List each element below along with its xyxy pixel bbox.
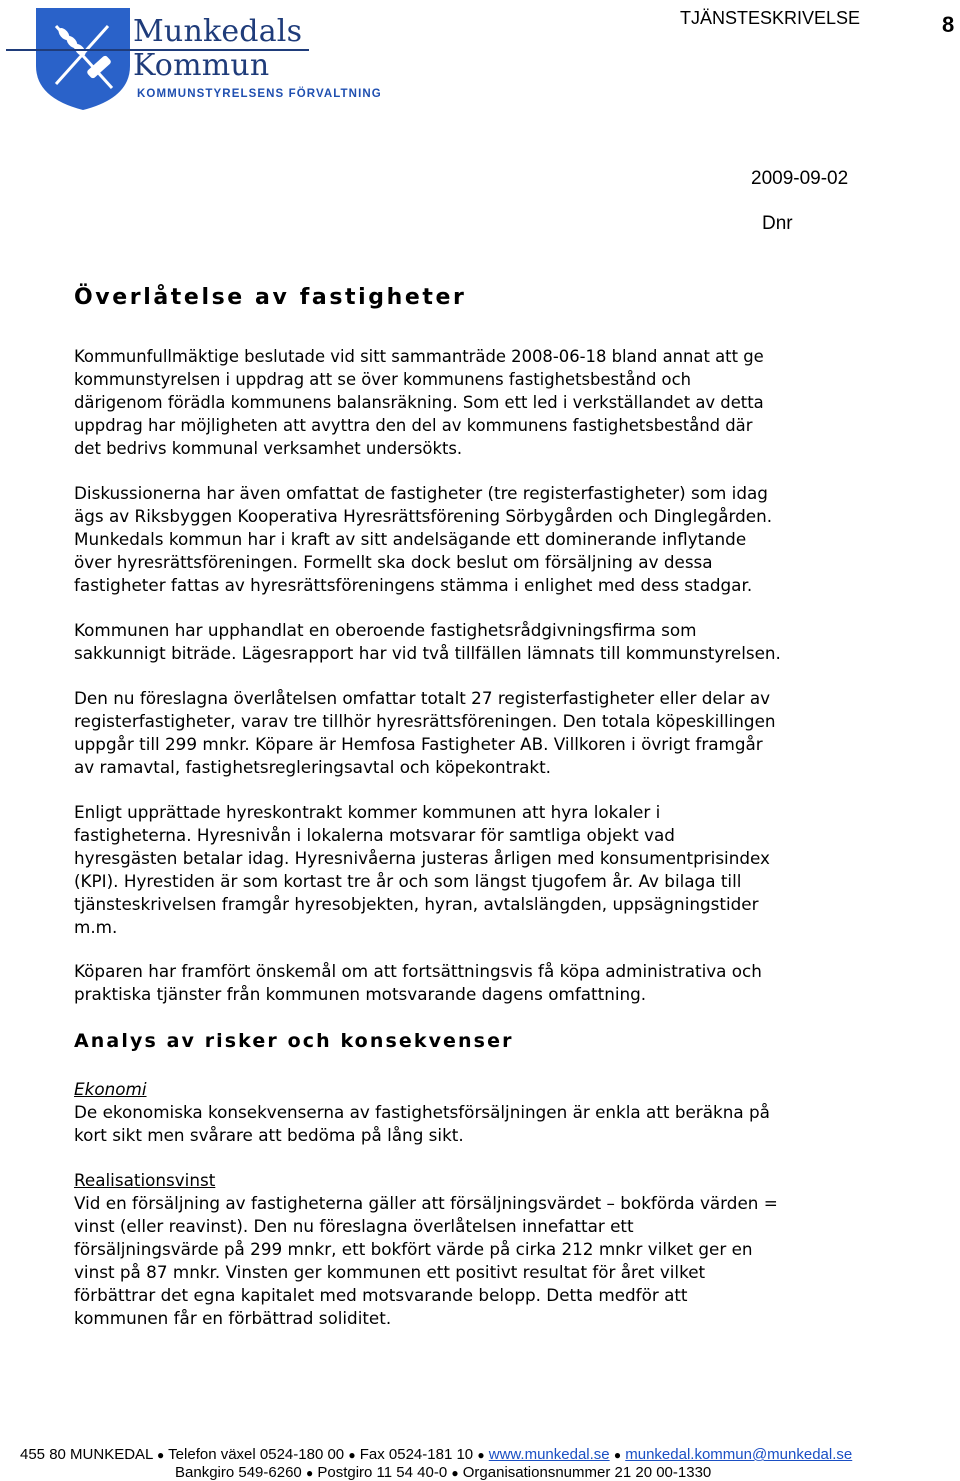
org-name-line2: Kommun	[133, 48, 270, 83]
bullet-icon: ●	[613, 1448, 622, 1462]
paragraph-1	[74, 345, 944, 460]
org-name-line1: Munkedals	[133, 14, 303, 49]
text-line: fastigheterna. Hyresnivån i lokalerna motsvarar för samtliga objekt vad	[74, 825, 675, 845]
text-line: vinst (eller reavinst). Den nu föreslagna överlåtelsen innefattar ett	[74, 1216, 634, 1236]
bullet-icon: ●	[305, 1466, 314, 1480]
footer-address: 455 80 MUNKEDAL	[20, 1446, 153, 1463]
text-line: fastigheter fattas av hyresrättsföreningens stämma i enlighet med dess stadgar.	[74, 575, 753, 595]
text-line: Den nu föreslagna överlåtelsen omfattar totalt 27 registerfastigheter eller delar av	[74, 688, 771, 708]
footer-orgnr: Organisationsnummer 21 20 00-1330	[462, 1464, 712, 1481]
text-line: Köparen har framfört önskemål om att fortsättningsvis få köpa administrativa och	[74, 961, 762, 981]
text-line: hyresgästen betalar idag. Hyresnivåerna justeras årligen med konsumentprisindex	[74, 848, 770, 868]
page-title: Överlåtelse av fastigheter	[74, 285, 467, 310]
text-line: De ekonomiska konsekvenserna av fastighetsförsäljningen är enkla att beräkna på	[74, 1102, 770, 1122]
dnr-label: Dnr	[762, 213, 793, 234]
text-line: det bedrivs kommunal verksamhet undersökts.	[74, 439, 463, 458]
text-line: m.m.	[74, 917, 118, 937]
text-line: Vid en försäljning av fastigheterna gäller att försäljningsvärdet – bokförda värden =	[74, 1193, 778, 1213]
footer-email-link[interactable]: munkedal.kommun@munkedal.se	[625, 1446, 853, 1463]
text-line: sakkunnigt biträde. Lägesrapport har vid två tillfällen lämnats till kommunstyrelsen.	[74, 643, 781, 663]
text-line: därigenom förädla kommunens balansräkning. Som ett led i verkställandet av detta	[74, 393, 764, 412]
text-line: vinst på 87 mnkr. Vinsten ger kommunen ett positivt resultat för året vilket	[74, 1262, 706, 1282]
text-line: registerfastigheter, varav tre tillhör hyresrättsföreningen. Den totala köpeskillingen	[74, 711, 776, 731]
footer-web-link[interactable]: www.munkedal.se	[488, 1446, 610, 1463]
paragraph-5	[74, 801, 944, 939]
bullet-icon: ●	[477, 1448, 485, 1462]
text-line: försäljningsvärde på 299 mnkr, ett bokfört värde på cirka 212 mnkr vilket ger en	[74, 1239, 753, 1259]
text-line: uppdrag har möjligheten att avyttra den del av kommunens fastighetsbestånd där	[74, 416, 753, 435]
text-line: av ramavtal, fastighetsregleringsavtal och köpekontrakt.	[74, 757, 552, 777]
text-line: tjänsteskrivelsen framgår hyresobjekten, hyran, avtalslängden, uppsägningstider	[74, 894, 759, 914]
org-subtitle: KOMMUNSTYRELSENS FÖRVALTNING	[137, 88, 382, 100]
document-type: TJÄNSTESKRIVELSE	[680, 8, 861, 28]
paragraph-3	[74, 619, 944, 665]
text-line: Diskussionerna har även omfattat de fastigheter (tre registerfastigheter) som idag	[74, 483, 768, 503]
bullet-icon: ●	[451, 1466, 459, 1480]
footer-line-2	[175, 1464, 711, 1481]
footer-postgiro: Postgiro 11 54 40-0	[317, 1464, 448, 1481]
text-line: kommunen får en förbättrad soliditet.	[74, 1308, 392, 1328]
paragraph-4	[74, 687, 944, 779]
section-heading: Analys av risker och konsekvenser	[74, 1030, 514, 1052]
text-line: Kommunfullmäktige beslutade vid sitt sammanträde 2008-06-18 bland annat att ge	[74, 347, 764, 366]
realisationsvinst-section	[74, 1169, 944, 1330]
footer-bankgiro: Bankgiro 549-6260	[175, 1464, 302, 1481]
footer-phone: Telefon växel 0524-180 00	[168, 1446, 345, 1463]
ekonomi-section	[74, 1078, 944, 1147]
footer-line-1	[20, 1446, 852, 1463]
text-line: Munkedals kommun har i kraft av sitt andelsägande ett dominerande inflytande	[74, 529, 747, 549]
text-line: (KPI). Hyrestiden är som kortast tre år och som längst tjugofem år. Av bilaga till	[74, 871, 742, 891]
realisationsvinst-subheading: Realisationsvinst	[74, 1170, 216, 1190]
page-number: 8	[942, 12, 955, 37]
text-line: Enligt upprättade hyreskontrakt kommer kommunen att hyra lokaler i	[74, 802, 661, 822]
paragraph-2	[74, 482, 944, 597]
bullet-icon: ●	[157, 1448, 165, 1462]
text-line: uppgår till 299 mnkr. Köpare är Hemfosa Fastigheter AB. Villkoren i övrigt framgår	[74, 734, 763, 754]
text-line: praktiska tjänster från kommunen motsvarande dagens omfattning.	[74, 984, 647, 1004]
text-line: förbättrar det egna kapitalet med motsvarande belopp. Detta medför att	[74, 1285, 688, 1305]
text-line: Kommunen har upphandlat en oberoende fastighetsrådgivningsfirma som	[74, 620, 697, 640]
text-line: över hyresrättsföreningen. Formellt ska dock beslut om försäljning av dessa	[74, 552, 713, 572]
footer-fax: Fax 0524-181 10	[359, 1446, 474, 1463]
text-line: kort sikt men svårare att bedöma på lång sikt.	[74, 1125, 464, 1145]
text-line: kommunstyrelsen i uppdrag att se över kommunens fastighetsbestånd och	[74, 370, 691, 389]
bullet-icon: ●	[348, 1448, 356, 1462]
text-line: ägs av Riksbyggen Kooperativa Hyresrättsförening Sörbygården och Dinglegården.	[74, 506, 773, 526]
ekonomi-subheading: Ekonomi	[74, 1079, 147, 1099]
document-date: 2009-09-02	[751, 168, 849, 189]
paragraph-6	[74, 960, 944, 1006]
